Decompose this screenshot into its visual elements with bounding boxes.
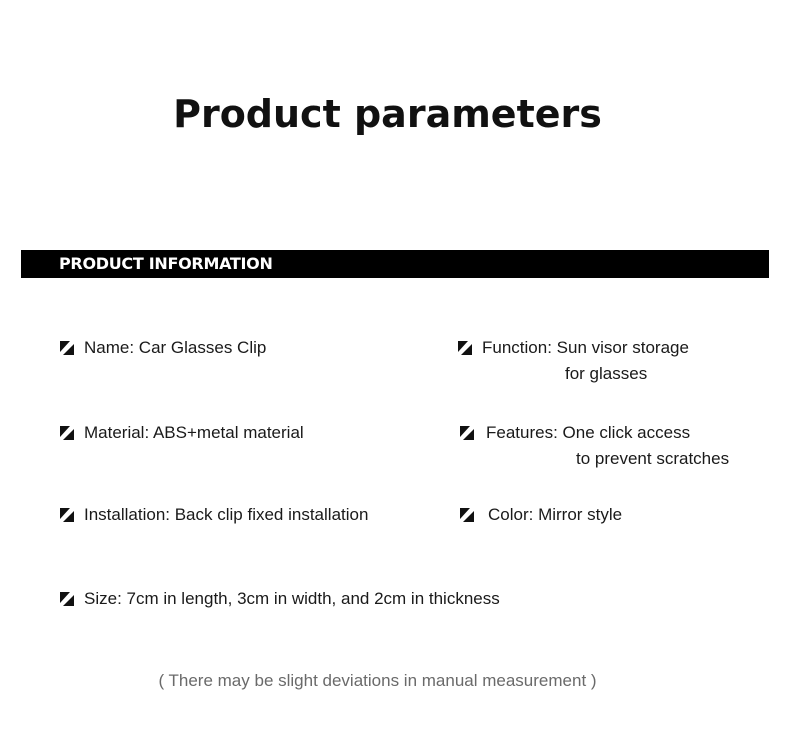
measurement-note: ( There may be slight deviations in manual measurement ) (158, 671, 597, 690)
param-name-text: Name: Car Glasses Clip (84, 338, 267, 357)
slash-square-icon (60, 592, 74, 606)
param-features-continuation: to prevent scratches (576, 449, 730, 468)
slash-square-icon (60, 426, 74, 440)
param-size-text: Size: 7cm in length, 3cm in width, and 2cm in thickness (84, 589, 500, 608)
slash-square-icon (460, 508, 474, 522)
page-title: Product parameters (173, 92, 602, 136)
param-installation-text: Installation: Back clip fixed installation (84, 505, 369, 524)
slash-square-icon (60, 508, 74, 522)
slash-square-icon (60, 341, 74, 355)
section-header-label: PRODUCT INFORMATION (59, 254, 273, 273)
param-features-text: Features: One click access (486, 423, 691, 442)
slash-square-icon (458, 341, 472, 355)
param-color-text: Color: Mirror style (488, 505, 623, 524)
section-header-bar (21, 250, 769, 278)
slash-square-icon (460, 426, 474, 440)
param-material-text: Material: ABS+metal material (84, 423, 304, 442)
param-function-text: Function: Sun visor storage (482, 338, 689, 357)
param-function-continuation: for glasses (565, 364, 648, 383)
